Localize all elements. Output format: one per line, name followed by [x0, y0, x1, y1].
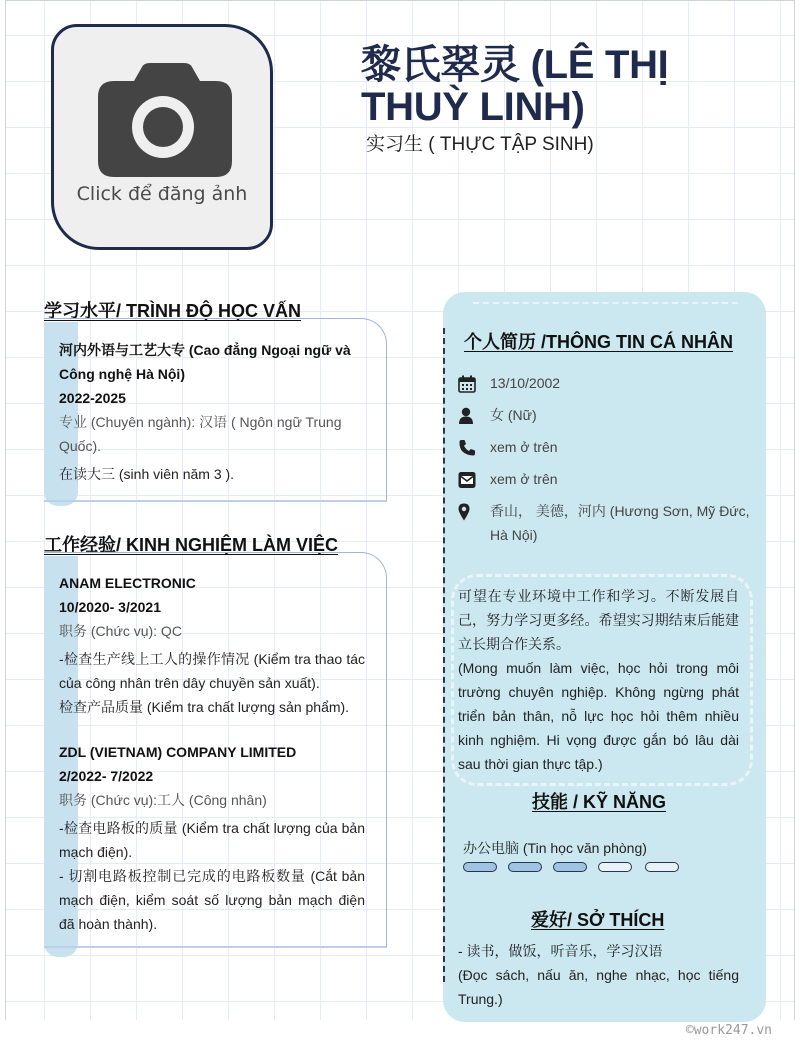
skill-level-pip — [463, 862, 497, 872]
education-years: 2022-2025 — [59, 390, 126, 406]
experience-title: 工作经验/ KINH NGHIỆM LÀM VIỆC — [44, 535, 339, 555]
job-period: 2/2022- 7/2022 — [59, 768, 154, 784]
hobbies-zh: - 读书，做饭，听音乐，学习汉语 — [458, 943, 663, 959]
objective-zh: 可望在专业环境中工作和学习。不断发展自己，努力学习更多经。希望实习期结束后能建立长期合作关系。 — [458, 588, 739, 652]
experience-job-2 — [59, 740, 365, 936]
hobbies-vi: (Đọc sách, nấu ăn, nghe nhạc, học tiếng Trung.) — [458, 967, 739, 1007]
camera-icon — [98, 63, 232, 177]
skill-level-bars — [463, 862, 693, 874]
candidate-name: 黎氏翠灵 (LÊ THỊ THUỲ LINH) — [361, 43, 669, 129]
info-text: xem ở trên — [490, 439, 558, 455]
photo-upload[interactable] — [51, 24, 273, 250]
personal-info-title: 个人简历 /THÔNG TIN CÁ NHÂN — [464, 332, 733, 352]
info-birthdate — [458, 371, 753, 395]
skill-level-pip — [553, 862, 587, 872]
info-text: 13/10/2002 — [490, 375, 561, 391]
job-duty: 检查产品质量 (Kiểm tra chất lượng sản phẩm). — [59, 699, 350, 715]
envelope-icon — [458, 471, 476, 489]
page-bottom-margin — [5, 1020, 795, 1044]
job-role: 职务 (Chức vụ):工人 (Công nhân) — [59, 792, 267, 808]
job-duty: - 切割电路板控制已完成的电路板数量 (Cắt bản mạch điện, kiểm soát số lượng bản mạch điện đã hoàn thành). — [59, 868, 365, 932]
hobbies-title: 爱好/ SỞ THÍCH — [531, 910, 665, 930]
phone-icon — [458, 439, 476, 457]
experience-job-1 — [59, 571, 365, 719]
skills-title: 技能 / KỸ NĂNG — [532, 792, 667, 812]
job-duty: -检查生产线上工人的操作情况 (Kiểm tra thao tác của công nhân trên dây chuyền sản xuất). — [59, 651, 365, 691]
info-text: xem ở trên — [490, 471, 558, 487]
skill-name: 办公电脑 (Tin học văn phòng) — [463, 840, 647, 856]
career-objective — [458, 584, 739, 776]
skill-item — [463, 836, 758, 860]
candidate-position: 实习生 ( THỰC TẬP SINH) — [366, 134, 594, 155]
objective-vi: (Mong muốn làm việc, học hỏi trong môi trường chuyên nghiệp. Không ngừng phát triển bản thân, nỗ lực học hỏi thêm nhiều kinh nghiệm. Hi vọng được gắn bó lâu dài sau thời gian thực tập.) — [458, 660, 739, 772]
hobbies-text — [458, 939, 739, 1011]
info-phone[interactable] — [458, 435, 753, 459]
info-address — [458, 499, 753, 547]
panel-dashed-divider — [443, 328, 445, 982]
info-text: 香山， 美德，河内 (Hương Sơn, Mỹ Đức, Hà Nội) — [490, 503, 750, 543]
panel-dashed-border — [473, 302, 738, 304]
job-role: 职务 (Chức vụ): QC — [59, 623, 182, 639]
personal-panel — [443, 292, 766, 1022]
skill-level-pip — [508, 862, 542, 872]
info-text: 女 (Nữ) — [490, 407, 537, 423]
skill-level-pip — [645, 862, 679, 872]
education-major: 专业 (Chuyên ngành): 汉语 ( Ngôn ngữ Trung Quốc). — [59, 414, 342, 454]
photo-upload-label: Click để đăng ảnh — [76, 183, 248, 205]
location-pin-icon — [458, 503, 476, 521]
job-period: 10/2020- 3/2021 — [59, 599, 161, 615]
education-block — [59, 338, 359, 486]
watermark: ©work247.vn — [685, 1023, 772, 1038]
job-company: ANAM ELECTRONIC — [59, 575, 196, 591]
calendar-icon — [458, 375, 476, 393]
job-duty: -检查电路板的质量 (Kiểm tra chất lượng của bản mạch điện). — [59, 820, 365, 860]
user-icon — [458, 407, 476, 425]
job-company: ZDL (VIETNAM) COMPANY LIMITED — [59, 744, 297, 760]
info-gender — [458, 403, 753, 427]
skill-level-pip — [598, 862, 632, 872]
education-title: 学习水平/ TRÌNH ĐỘ HỌC VẤN — [44, 301, 302, 321]
education-status: 在读大三 (sinh viên năm 3 ). — [59, 466, 235, 482]
education-school: 河内外语与工艺大专 (Cao đẳng Ngoại ngữ và Công nghệ Hà Nội) — [59, 342, 351, 382]
info-email[interactable] — [458, 467, 753, 491]
